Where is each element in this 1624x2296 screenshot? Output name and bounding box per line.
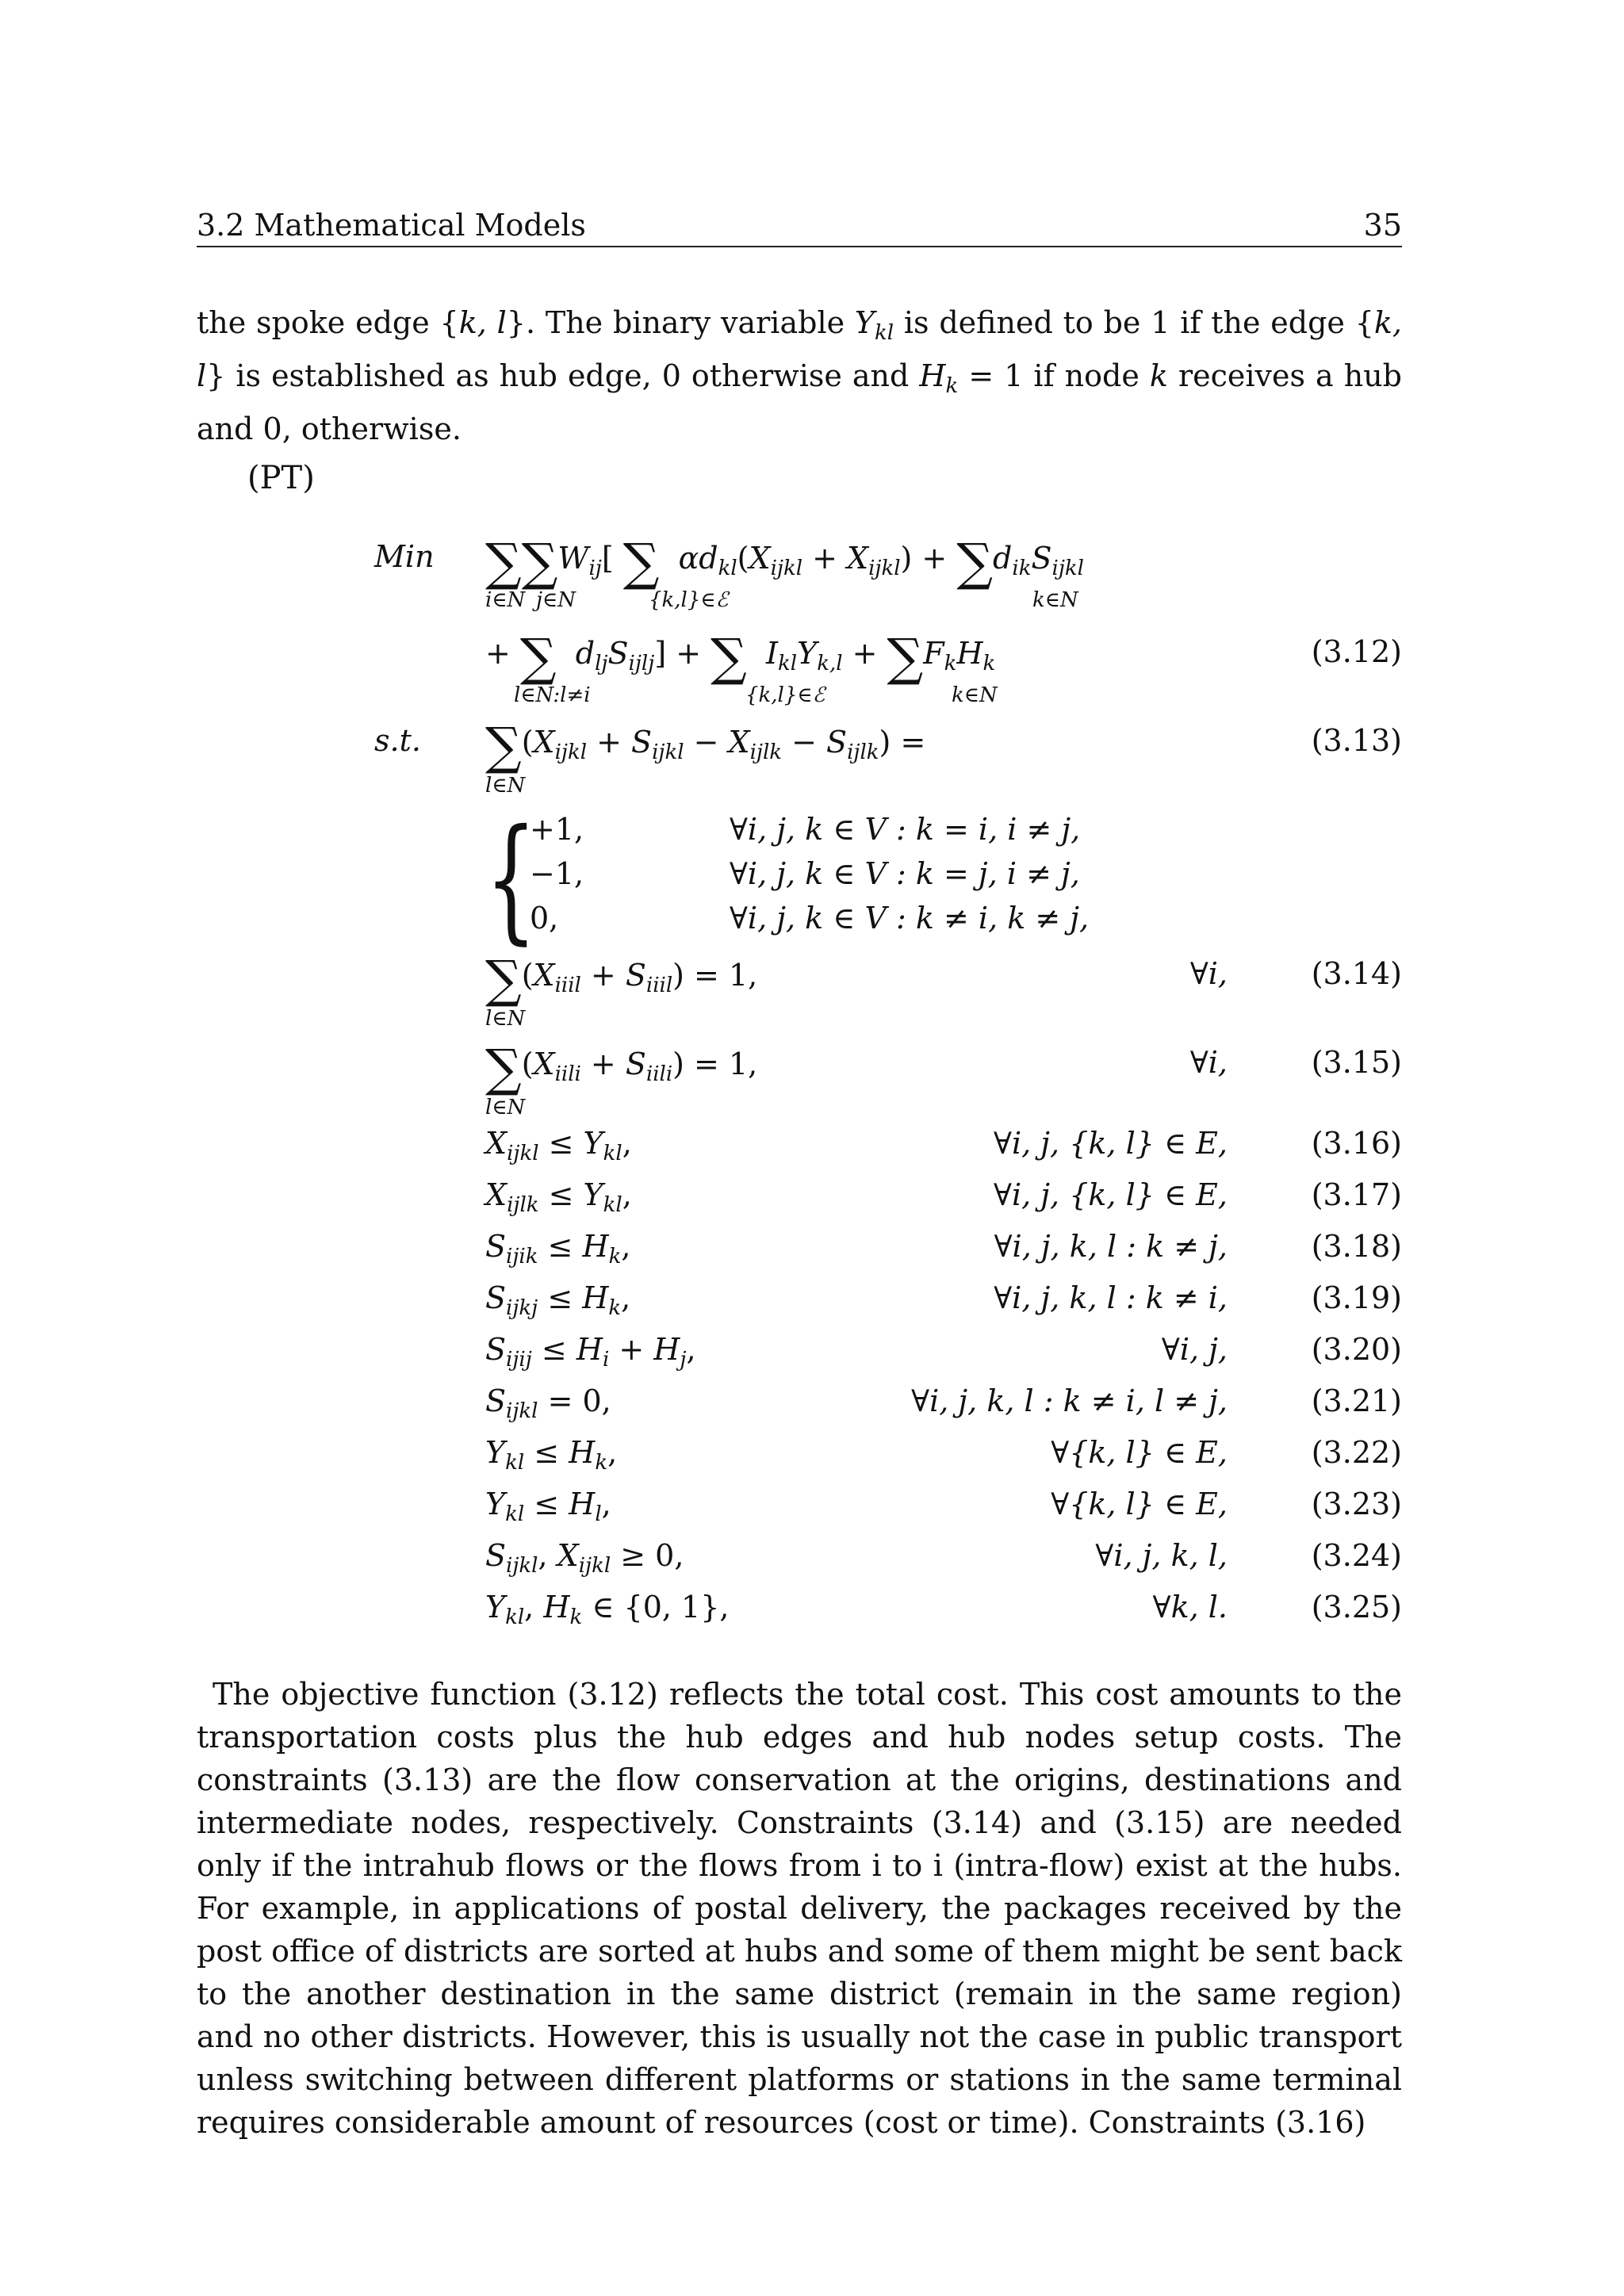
constraint-condition: ∀k, l. [1152, 1590, 1228, 1624]
objective-min-label: Min [374, 539, 435, 574]
constraint-expression: $Y_{kl} \le H_k$, [485, 1435, 618, 1475]
equation-number: (3.25) [1311, 1590, 1402, 1624]
constraint-condition: ∀{k, l} ∈ E, [1051, 1487, 1228, 1521]
constraint-expression: $X_{ijlk} \le Y_{kl}$, [485, 1177, 632, 1217]
constraint-row [0, 1177, 1624, 1225]
constraint-condition: ∀i, j, k, l, [1095, 1538, 1228, 1573]
equation-number-3-13: (3.13) [1311, 723, 1402, 758]
constraint-row [0, 1039, 1624, 1098]
constraint-row [0, 1538, 1624, 1586]
constraint-expression: $S_{ijkl} = 0$, [485, 1383, 611, 1423]
sum-index-i: i∈N [485, 588, 526, 612]
subject-to-label: s.t. [374, 723, 421, 758]
constraint-condition: ∀i, [1189, 1045, 1228, 1080]
case-value-1: +1, [530, 812, 584, 847]
body-paragraph-text: The objective function (3.12) reflects the total cost. This cost amounts to the transportation costs plus the hub edges and hub nodes setup costs. The constraints (3.13) are the flow conservation at the origins, destinations and intermediate nodes, respectively. Constraints (3.14) and (3.15) are needed only if the intrahub flows or the flows from i to i (intra-flow) exist at the hubs. For example, in applications of postal delivery, the packages received by the post office of districts are sorted at hubs and some of them might be sent back to the another destination in the same district (remain in the same region) and no other districts. However, this is usually not the case in public transport unless switching between different platforms or stations in the same terminal requires considerable amount of resources (cost or time). Constraints (3.16) [197, 1677, 1402, 2140]
constraint-condition: ∀i, [1189, 956, 1228, 991]
section-title: 3.2 Mathematical Models [197, 208, 586, 243]
sum-index-j: j∈N [536, 588, 576, 612]
constraint-expression: $Y_{kl} \le H_l$, [485, 1487, 611, 1526]
equation-number: (3.19) [1311, 1280, 1402, 1315]
sum-index-l-4: l∈N [485, 1096, 526, 1119]
constraint-condition: ∀i, j, k, l : k ≠ j, [994, 1229, 1228, 1264]
constraint-row [0, 1332, 1624, 1380]
constraint-row [0, 1229, 1624, 1276]
case-value-3: 0, [530, 901, 559, 936]
constraint-row [0, 1590, 1624, 1637]
equation-number: (3.18) [1311, 1229, 1402, 1264]
equation-number: (3.16) [1311, 1126, 1402, 1161]
objective-expression-1: $\sum\sum W_{ij}$[ ∑ $\alpha d_{kl}(X_{ijkl} + X_{ijkl}) + \sum d_{ik}S_{ijkl}$ [485, 534, 1084, 592]
constraint-expression: $S_{ijij} \le H_i + H_j$, [485, 1332, 696, 1372]
constraint-condition: ∀i, j, {k, l} ∈ E, [994, 1177, 1228, 1212]
equation-number: (3.17) [1311, 1177, 1402, 1212]
model-label: (PT) [247, 460, 315, 496]
constraint-condition: ∀i, j, k, l : k ≠ i, l ≠ j, [911, 1383, 1228, 1418]
equation-number: (3.24) [1311, 1538, 1402, 1573]
case-condition-1: ∀i, j, k ∈ V : k = i, i ≠ j, [730, 812, 1081, 847]
constraint-expression: $S_{ijkl}$, $X_{ijkl} \ge 0$, [485, 1538, 684, 1578]
equation-number: (3.21) [1311, 1383, 1402, 1418]
sum-index-k: k∈N [1032, 588, 1078, 612]
constraint-condition: ∀i, j, [1161, 1332, 1228, 1367]
constraint-row [0, 1280, 1624, 1328]
sum-index-l-3: l∈N [485, 1007, 526, 1031]
page-number: 35 [1363, 208, 1402, 243]
cases-brace: { [485, 801, 537, 958]
constraint-row [0, 951, 1624, 1009]
sum-index-edges: {k,l}∈ℰ [649, 588, 729, 612]
case-condition-3: ∀i, j, k ∈ V : k ≠ i, k ≠ j, [730, 901, 1090, 936]
case-condition-2: ∀i, j, k ∈ V : k = j, i ≠ j, [730, 856, 1080, 891]
case-value-2: −1, [530, 856, 584, 891]
constraint-expression: $S_{ijik} \le H_k$, [485, 1229, 631, 1269]
sum-index-k-2: k∈N [952, 683, 998, 707]
constraint-row [0, 1487, 1624, 1534]
intro-paragraph [197, 301, 1402, 450]
equation-number: (3.20) [1311, 1332, 1402, 1367]
constraint-condition: ∀i, j, k, l : k ≠ i, [994, 1280, 1228, 1315]
sum-index-l: l∈N:l≠i [514, 683, 591, 707]
equation-number: (3.23) [1311, 1487, 1402, 1521]
equation-number: (3.22) [1311, 1435, 1402, 1470]
flow-constraint-row [0, 718, 1624, 776]
sum-index-edges-2: {k,l}∈ℰ [745, 683, 825, 707]
constraint-condition: ∀{k, l} ∈ E, [1051, 1435, 1228, 1470]
equation-number: (3.15) [1311, 1045, 1402, 1080]
constraint-expression: $\sum(X_{iili} + S_{iili}) = 1$, [485, 1039, 758, 1098]
constraint-expression: $Y_{kl}$, $H_k$ ∈ {0, 1}, [485, 1590, 730, 1629]
equation-number: (3.14) [1311, 956, 1402, 991]
body-paragraph [197, 1673, 1402, 2144]
constraint-row [0, 1435, 1624, 1483]
constraint-expression: $S_{ijkj} \le H_k$, [485, 1280, 631, 1320]
constraint-condition: ∀i, j, {k, l} ∈ E, [994, 1126, 1228, 1161]
intro-paragraph-text: the spoke edge {k, l}. The binary variable $Y_{kl}$ is defined to be 1 if the edge {k, l} is established as hub edge, 0 otherwise and $H_k = 1$ if node k receives a hub and 0, otherwise. [197, 305, 1402, 446]
constraint-row [0, 1383, 1624, 1431]
sum-index-l-2: l∈N [485, 774, 526, 798]
flow-constraint-expression: $\sum(X_{ijkl} + S_{ijkl} - X_{ijlk} - S_{ijlk})$ = [485, 718, 926, 776]
running-header [197, 208, 1402, 247]
objective-expression-2: + ∑ $d_{lj}S_{ijlj}$] + ∑ $I_{kl}Y_{k,l} + \sum F_kH_k$ [485, 629, 996, 687]
constraint-expression: $X_{ijkl} \le Y_{kl}$, [485, 1126, 632, 1165]
equation-number-3-12: (3.12) [1311, 634, 1402, 669]
constraint-expression: $\sum(X_{iiil} + S_{iiil}) = 1$, [485, 951, 758, 1009]
objective-line-1 [0, 534, 1624, 592]
objective-line-2 [0, 629, 1624, 687]
constraint-row [0, 1126, 1624, 1173]
